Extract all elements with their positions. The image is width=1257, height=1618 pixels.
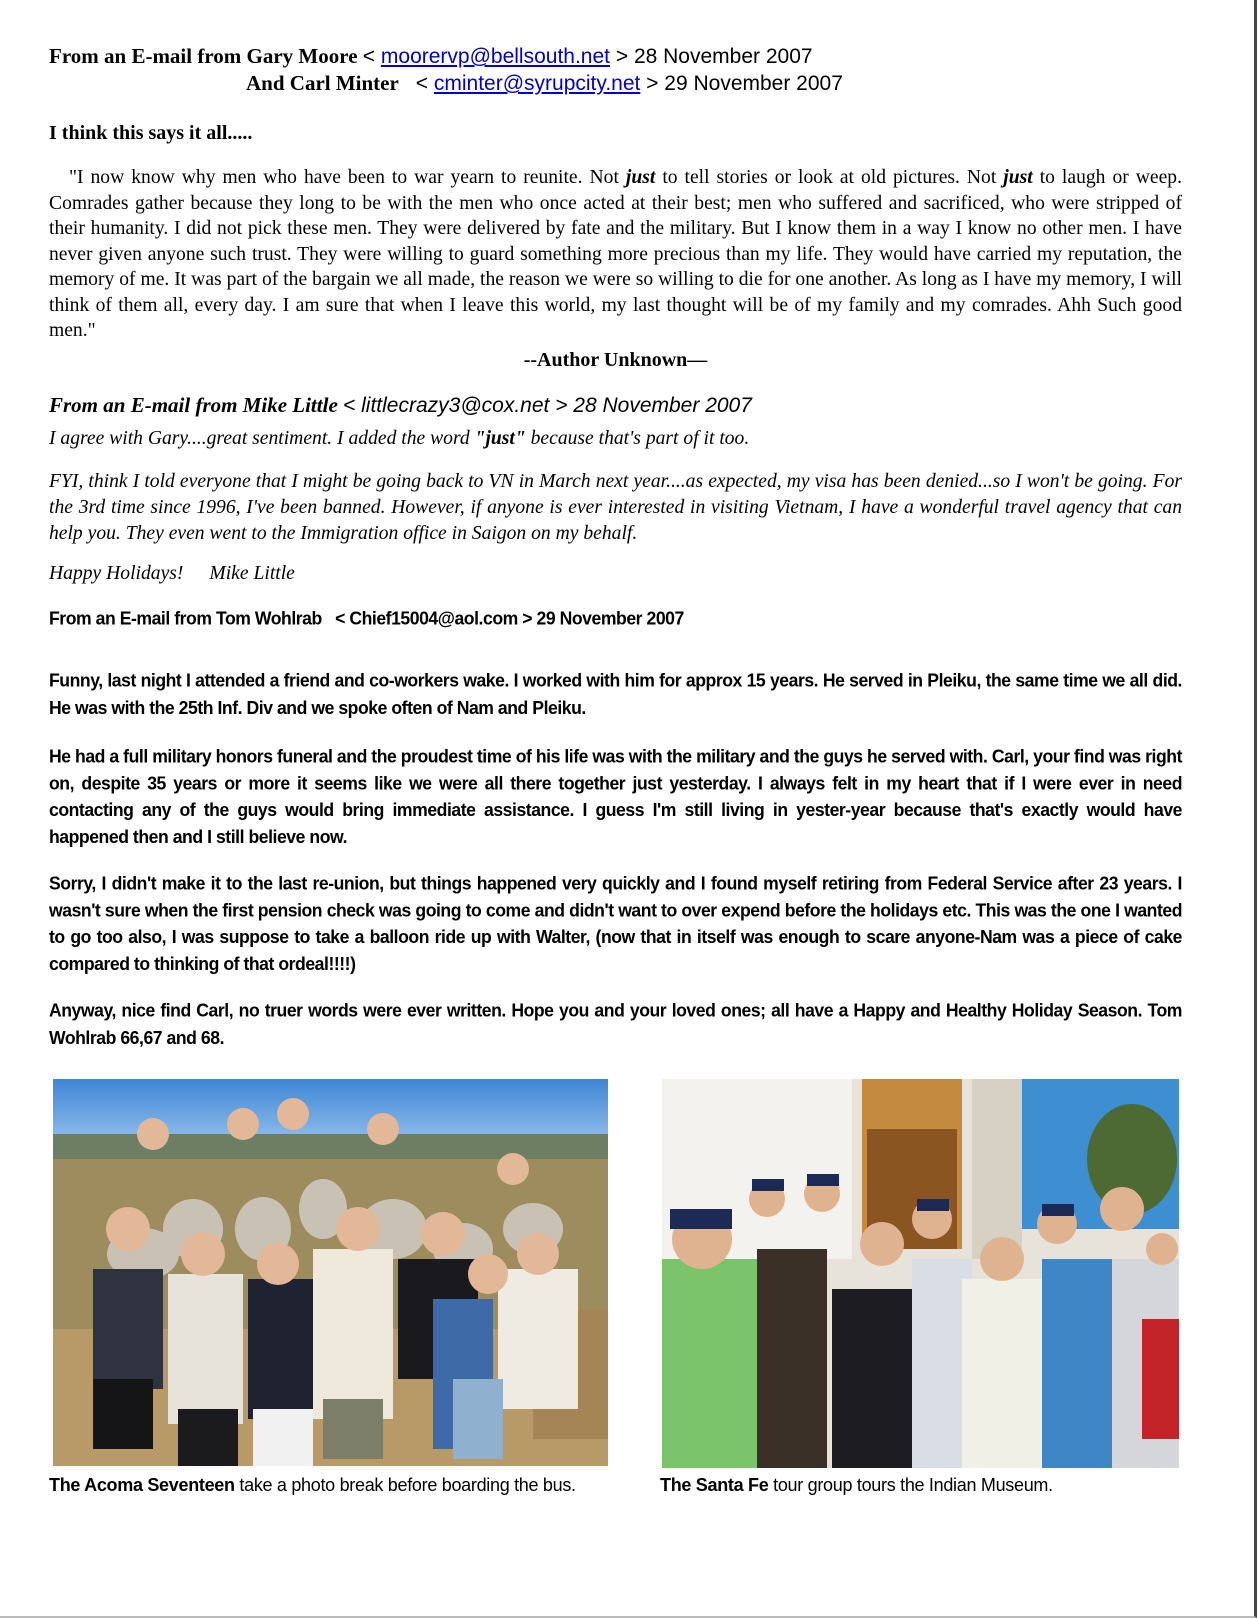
mike-p1-emphasis: "just"	[474, 428, 526, 449]
quote-text-2: to tell stories or look at old pictures. Not	[655, 167, 1004, 188]
mike-email-header: From an E-mail from Mike Little < littlecrazy3@cox.net > 28 November 2007	[49, 393, 752, 417]
gary-email-link[interactable]: moorervp@bellsouth.net	[380, 45, 610, 68]
intro-line: I think this says it all.....	[49, 122, 253, 144]
tom-header-prefix: From an E-mail from Tom Wohlrab	[49, 607, 322, 629]
santa-fe-group-photo	[662, 1079, 1179, 1468]
santa-fe-photo-caption	[660, 1475, 1053, 1496]
quote-emphasis-1: just	[625, 167, 656, 188]
carl-email-header: And Carl Minter < cminter@syrupcity.net > 29 November 2007	[246, 71, 843, 95]
quote-paragraph	[49, 165, 1182, 344]
mike-p1-text-a: I agree with Gary....great sentiment. I added the word	[49, 428, 475, 449]
tom-paragraph-1: Funny, last night I attended a friend and co-workers wake. I worked with him for approx 15 years. He served in Pleiku, the same time we all did. He was with the 25th Inf. Div and we spoke often of Nam and Pleiku.	[49, 669, 1182, 718]
tom-paragraph-2: He had a full military honors funeral and the proudest time of his life was with the military and the guys he served with. Carl, your find was right on, despite 35 years or more it seems like we were all there together just yesterday. I always felt in my heart that if I were ever in need contacting any of the guys would bring immediate assistance. I guess I'm still living in yester-year because that's exactly would have happened then and I still believe now.	[49, 745, 1182, 847]
gary-email-header: From an E-mail from Gary Moore < moorervp@bellsouth.net > 28 November 2007	[49, 44, 813, 68]
quote-emphasis-2: just	[1003, 167, 1033, 188]
quote-text-1: "I now know why men who have been to war yearn to reunite. Not	[69, 167, 626, 188]
mike-email-date: 28 November 2007	[573, 394, 752, 417]
santa-fe-photo-illustration	[662, 1079, 1179, 1468]
tom-paragraph-3: Sorry, I didn't make it to the last re-union, but things happened very quickly and I found myself retiring from Federal Service after 23 years. I wasn't sure when the first pension check was going to come and didn't want to over expend before the holidays etc. This was the one I wanted to go too also, I was suppose to take a balloon ride up with Walter, (now that in itself was enough to scare anyone-Nam was a piece of cake compared to thinking of that ordeal!!!!)	[49, 872, 1182, 974]
quote-text-3: to laugh or weep. Comrades gather because they long to be with the men who once acted at their best; men who suffered and sacrificed, who were stripped of their humanity. I did not pick these men. They were delivered by fate and the military. But I know them in a way I know no other men. I have never given anyone such trust. They were willing to guard something more precious than my life. They would have carried my reputation, the memory of me. It was part of the bargain we all made, the reason we were so willing to die for one another. As long as I have my memory, I will think of them all, every day. I am sure that when I leave this world, my last thought will be of my family and my comrades. Ahh Such good men."	[49, 167, 1183, 341]
carl-email-link[interactable]: cminter@syrupcity.net	[433, 72, 641, 95]
quote-author: --Author Unknown—	[523, 349, 708, 371]
mike-email-address: littlecrazy3@cox.net	[361, 394, 550, 417]
acoma-photo-illustration	[53, 1079, 608, 1466]
acoma-photo-caption	[49, 1475, 576, 1496]
mike-sign-greeting: Happy Holidays!	[49, 563, 184, 584]
tom-paragraph-4: Anyway, nice find Carl, no truer words were ever written. Hope you and your loved ones; all have a Happy and Healthy Holiday Season. Tom Wohlrab 66,67 and 68.	[49, 999, 1182, 1048]
tom-email-date: 29 November 2007	[536, 607, 684, 629]
gary-header-prefix: From an E-mail from Gary Moore	[49, 44, 358, 68]
mike-p1-text-c: because that's part of it too.	[525, 428, 750, 449]
mike-header-prefix: From an E-mail from Mike Little	[49, 393, 338, 417]
tom-email-address: Chief15004@aol.com	[349, 607, 518, 629]
mike-paragraph-2: FYI, think I told everyone that I might be going back to VN in March next year....as expected, my visa has been denied...so I won't be going. For the 3rd time since 1996, I've been banned. However, if anyone is ever interested in visiting Vietnam, I have a wonderful travel agency that can help you. They even went to the Immigration office in Saigon on my behalf.	[49, 471, 1182, 544]
acoma-caption-bold: The Acoma Seventeen	[49, 1475, 235, 1495]
mike-sign-name: Mike Little	[209, 563, 295, 584]
santa-fe-caption-rest: tour group tours the Indian Museum.	[768, 1475, 1053, 1495]
gary-email-date: 28 November 2007	[633, 45, 813, 68]
mike-paragraph-1	[49, 426, 749, 452]
mike-signature	[49, 561, 295, 587]
acoma-group-photo	[53, 1079, 608, 1466]
tom-email-header: From an E-mail from Tom Wohlrab < Chief15004@aol.com > 29 November 2007	[49, 607, 684, 629]
acoma-caption-rest: take a photo break before boarding the bus.	[234, 1475, 576, 1495]
carl-header-prefix: And Carl Minter	[246, 71, 399, 95]
santa-fe-caption-bold: The Santa Fe	[660, 1475, 769, 1495]
carl-email-date: 29 November 2007	[664, 72, 843, 95]
